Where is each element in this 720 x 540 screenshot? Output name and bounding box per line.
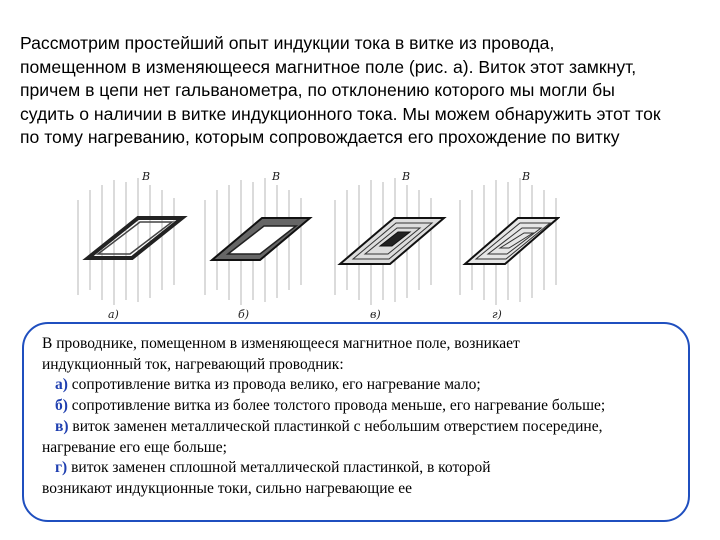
item-marker: а) [55,376,68,394]
intro-line: судить о наличии в витке индукционного тока. Мы можем обнаружить этот ток [20,103,661,124]
field-label: B [142,170,151,183]
field-label: B [522,170,531,183]
item-marker: б) [55,397,68,415]
intro-line: помещенном в изменяющееся магнитное поле (рис. а). Виток этот замкнут, [20,56,637,77]
panel-label: б) [238,308,250,321]
callout-item-b [42,396,702,417]
intro-paragraph [20,32,700,150]
callout-text [42,334,702,500]
intro-line: Рассмотрим простейший опыт индукции тока в витке из провода, [20,33,555,53]
panel-label: г) [492,308,502,321]
callout-item-c [42,417,702,438]
summary-callout [22,322,690,522]
item-marker: г) [55,459,68,477]
intro-line: по тому нагреванию, которым сопровождается его прохождение по витку [20,127,620,147]
item-text: сопротивление витка из провода велико, его нагревание мало; [71,376,481,394]
item-text: виток заменен сплошной металлической пластинкой, в которой [71,459,491,477]
panel-c [335,170,444,321]
induction-figure-svg [60,160,560,330]
intro-line: причем в цепи нет гальванометра, по отклонению которого мы могли бы [20,80,615,100]
item-text: сопротивление витка из более толстого провода меньше, его нагревание больше; [71,397,606,415]
induction-figure [60,160,560,330]
callout-intro-line: В проводнике, помещенном в изменяющееся магнитное поле, возникает [42,335,520,352]
panel-label: а) [108,308,119,321]
panel-d [460,170,558,321]
item-continuation: нагревание его еще больше; [42,438,227,456]
panel-a [78,170,182,321]
panel-b [205,170,310,321]
callout-item-a [42,375,702,396]
field-label: B [272,170,281,183]
callout-intro-line: индукционный ток, нагревающий проводник: [42,355,344,373]
panel-label: в) [370,308,381,321]
item-continuation: возникают индукционные токи, сильно нагревающие ее [42,479,413,497]
field-label: B [402,170,411,183]
item-text: виток заменен металлической пластинкой с небольшим отверстием посередине, [72,417,603,435]
item-marker: в) [55,417,69,435]
callout-item-d [42,458,702,479]
